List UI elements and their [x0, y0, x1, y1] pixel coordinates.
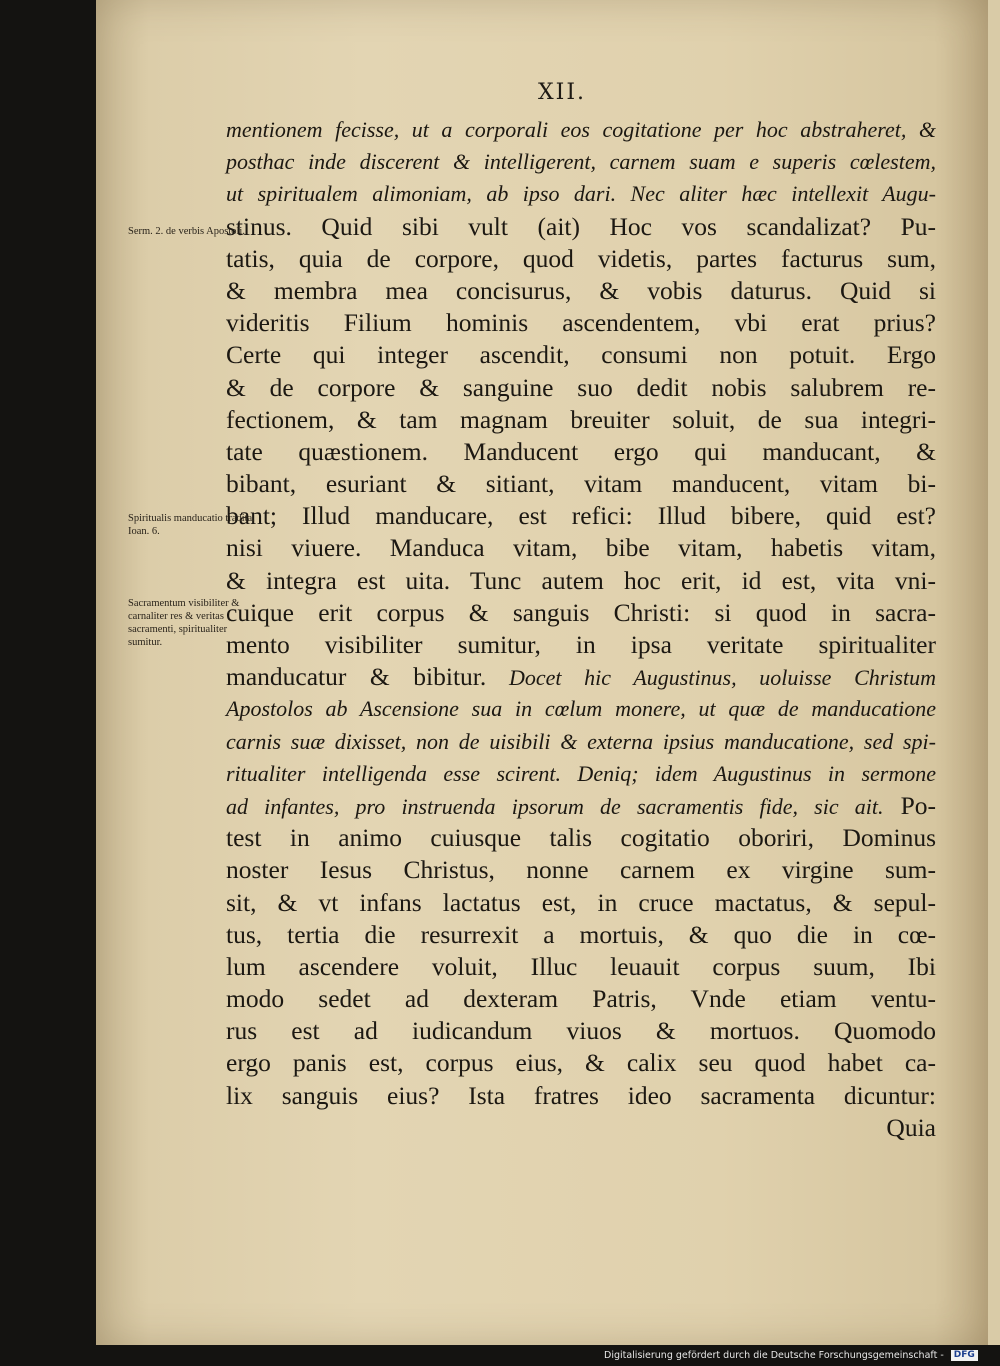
text-line: stinus. Quid sibi vult (ait) Hoc vos scandalizat? Pu-	[226, 211, 936, 241]
text-line: tate quæstionem. Manducent ergo qui manducant, &	[226, 436, 936, 466]
text-line: lum ascendere voluit, Illuc leuauit corpus suum, Ibi	[226, 951, 936, 981]
roman-segment: manducatur & bibitur.	[226, 662, 487, 692]
text-line: Apostolos ab Ascensione sua in cœlum monere, ut quæ de manducatione	[226, 696, 936, 722]
text-line: ritualiter intelligenda esse scirent. Deniq; idem Augustinus in sermone	[226, 760, 936, 786]
text-line: & de corpore & sanguine suo dedit nobis salubrem re-	[226, 372, 936, 402]
page-number: XII.	[538, 80, 587, 105]
page-edge	[988, 0, 1000, 1345]
text-line: carnis suæ dixisset, non de uisibili & externa ipsius manducatione, sed spi-	[226, 728, 936, 754]
text-line: lix sanguis eius? Ista fratres ideo sacramenta dicuntur:	[226, 1080, 936, 1110]
digitization-credit	[604, 1350, 978, 1361]
italic-segment: Docet hic Augustinus, uoluisse Christum	[486, 665, 936, 691]
text-line: nisi viuere. Manduca vitam, bibe vitam, habetis vitam,	[226, 533, 936, 563]
text-line: & integra est uita. Tunc autem hoc erit, id est, vita vni-	[226, 565, 936, 595]
text-line: & membra mea concisurus, & vobis daturus. Quid si	[226, 275, 936, 305]
text-line: rus est ad iudicandum viuos & mortuos. Quomodo	[226, 1016, 936, 1046]
text-line: modo sedet ad dexteram Patris, Vnde etiam ventu-	[226, 984, 936, 1014]
catchword: Quia	[886, 1112, 936, 1142]
body-text	[226, 114, 936, 1144]
text-line	[226, 790, 936, 822]
italic-segment: ad infantes, pro instruenda ipsorum de sacramentis fide, sic ait.	[226, 793, 884, 819]
text-line: sit, & vt infans lactatus est, in cruce mactatus, & sepul-	[226, 887, 936, 917]
margin-note-sermon-reference: Serm. 2. de verbis Apostoli.	[128, 226, 245, 237]
margin-note-sacrament: Sacramentum visibiliter & carnaliter res & veritas sacramenti, spiritualiter sumitur.	[128, 598, 240, 648]
text-line: fectionem, & tam magnam breuiter soluit, de sua integri-	[226, 404, 936, 434]
text-line: posthac inde discerent & intelligerent, carnem suam e superis cœlestem,	[226, 149, 936, 175]
text-line: test in animo cuiusque talis cogitatio oboriri, Dominus	[226, 823, 936, 853]
roman-segment: Po-	[883, 790, 936, 820]
text-line: mentionem fecisse, ut a corporali eos cogitatione per hoc abstraheret, &	[226, 117, 936, 142]
credit-text: Digitalisierung gefördert durch die Deutsche Forschungsgemeinschaft -	[604, 1350, 944, 1361]
text-line: mento visibiliter sumitur, in ipsa veritate spiritualiter	[226, 630, 936, 659]
margin-note-spiritual-eating: Spiritualis manducatio tradita. Ioan. 6.	[128, 513, 255, 537]
text-line: bant; Illud manducare, est refici: Illud bibere, quid est?	[226, 501, 936, 531]
text-line: tus, tertia die resurrexit a mortuis, & quo die in cœ-	[226, 919, 936, 949]
text-line	[226, 661, 936, 693]
text-line: tatis, quia de corpore, quod videtis, partes facturus sum,	[226, 243, 936, 273]
dfg-logo: DFG	[951, 1350, 978, 1361]
text-line: ut spiritualem alimoniam, ab ipso dari. Nec aliter hæc intellexit Augu-	[226, 181, 936, 207]
text-line: bibant, esuriant & sitiant, vitam manducent, vitam bi-	[226, 469, 936, 499]
text-line: ergo panis est, corpus eius, & calix seu quod habet ca-	[226, 1048, 936, 1078]
text-line: cuique erit corpus & sanguis Christi: si quod in sacra-	[226, 597, 936, 627]
text-line: noster Iesus Christus, nonne carnem ex virgine sum-	[226, 855, 936, 885]
text-line: videritis Filium hominis ascendentem, vbi erat prius?	[226, 308, 936, 338]
text-line: Certe qui integer ascendit, consumi non potuit. Ergo	[226, 340, 936, 370]
